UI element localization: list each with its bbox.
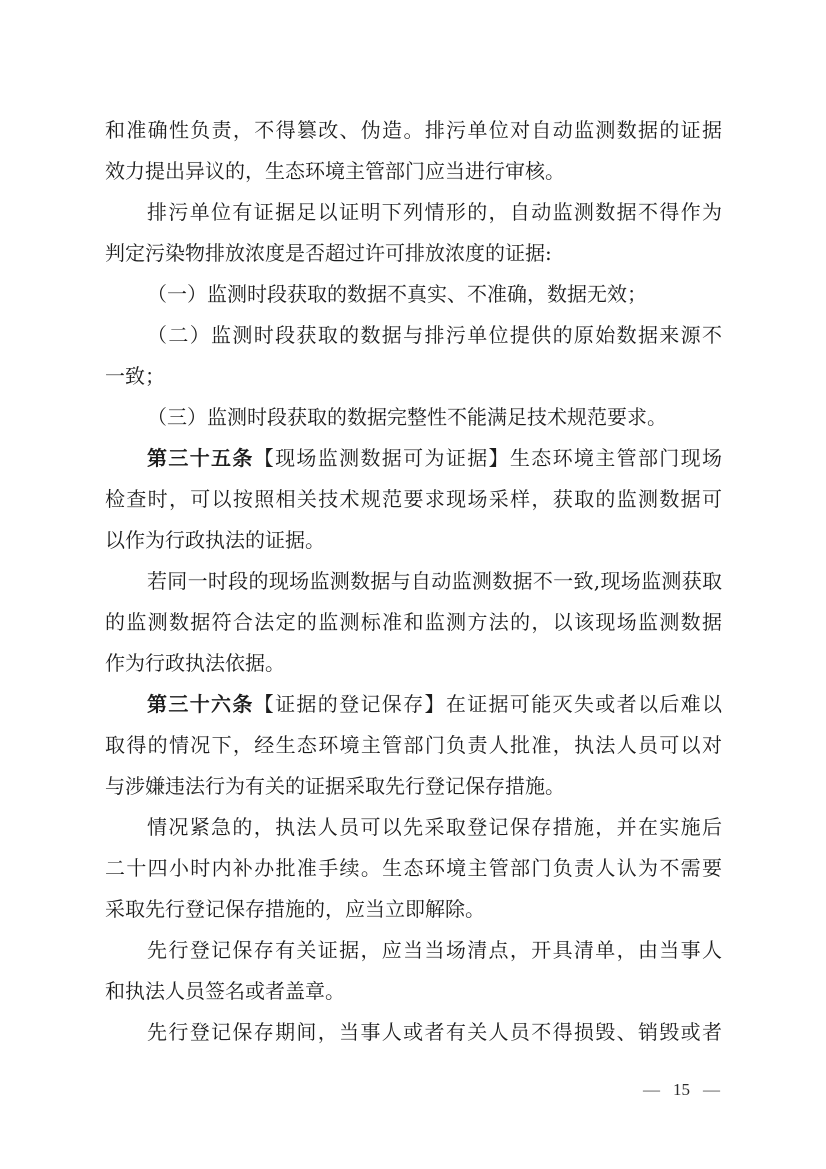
line-text: 作为行政执法依据。 [105,651,285,675]
line-text: 先行登记保存期间，当事人或者有关人员不得损毁、销毁或者 [147,1020,722,1044]
text-line [105,889,722,930]
document-body [105,110,722,1053]
line-text: 和准确性负责，不得篡改、伪造。排污单位对自动监测数据的证据 [105,118,722,142]
text-line [105,110,722,151]
line-text: 的监测数据符合法定的监测标准和监测方法的，以该现场监测数据 [105,610,722,634]
line-text: 【现场监测数据可为证据】生态环境主管部门现场 [253,446,723,470]
text-line [105,1012,722,1053]
text-line [105,807,722,848]
footer-dash-left: — [643,1080,660,1099]
text-line [105,520,722,561]
text-line [105,438,722,479]
page-footer [643,1080,720,1100]
text-line [105,848,722,889]
article-number: 第三十五条 [147,446,254,470]
line-text: （二）监测时段获取的数据与排污单位提供的原始数据来源不 [147,323,722,347]
line-text: 先行登记保存有关证据，应当当场清点，开具清单，由当事人 [147,938,722,962]
text-line [105,766,722,807]
line-text: 取得的情况下，经生态环境主管部门负责人批准，执法人员可以对 [105,733,722,757]
text-line [105,561,722,602]
text-line [105,602,722,643]
text-line [105,971,722,1012]
text-line [105,315,722,356]
line-text: 效力提出异议的，生态环境主管部门应当进行审核。 [105,159,565,183]
text-line [105,233,722,274]
footer-dash-right: — [703,1080,720,1099]
line-text: 以作为行政执法的证据。 [105,528,325,552]
text-line [105,356,722,397]
text-line [105,725,722,766]
line-text: 采取先行登记保存措施的，应当立即解除。 [105,897,485,921]
line-text: 情况紧急的，执法人员可以先采取登记保存措施，并在实施后 [147,815,722,839]
line-text: 判定污染物排放浓度是否超过许可排放浓度的证据: [105,241,552,265]
text-line [105,151,722,192]
line-text: 排污单位有证据足以证明下列情形的，自动监测数据不得作为 [147,200,722,224]
text-line [105,192,722,233]
page-number: 15 [673,1080,690,1099]
line-text: （一）监测时段获取的数据不真实、不准确，数据无效； [147,282,647,306]
text-line [105,397,722,438]
text-line [105,479,722,520]
article-number: 第三十六条 [147,692,254,716]
line-text: 若同一时段的现场监测数据与自动监测数据不一致,现场监测获取 [147,569,722,593]
line-text: 二十四小时内补办批准手续。生态环境主管部门负责人认为不需要 [105,856,722,880]
line-text: 【证据的登记保存】在证据可能灭失或者以后难以 [253,692,723,716]
line-text: 检查时，可以按照相关技术规范要求现场采样，获取的监测数据可 [105,487,722,511]
line-text: 与涉嫌违法行为有关的证据采取先行登记保存措施。 [105,774,565,798]
line-text: 和执法人员签名或者盖章。 [105,979,345,1003]
line-text: 一致； [105,364,165,388]
line-text: （三）监测时段获取的数据完整性不能满足技术规范要求。 [147,405,667,429]
text-line [105,684,722,725]
text-line [105,643,722,684]
text-line [105,930,722,971]
text-line [105,274,722,315]
